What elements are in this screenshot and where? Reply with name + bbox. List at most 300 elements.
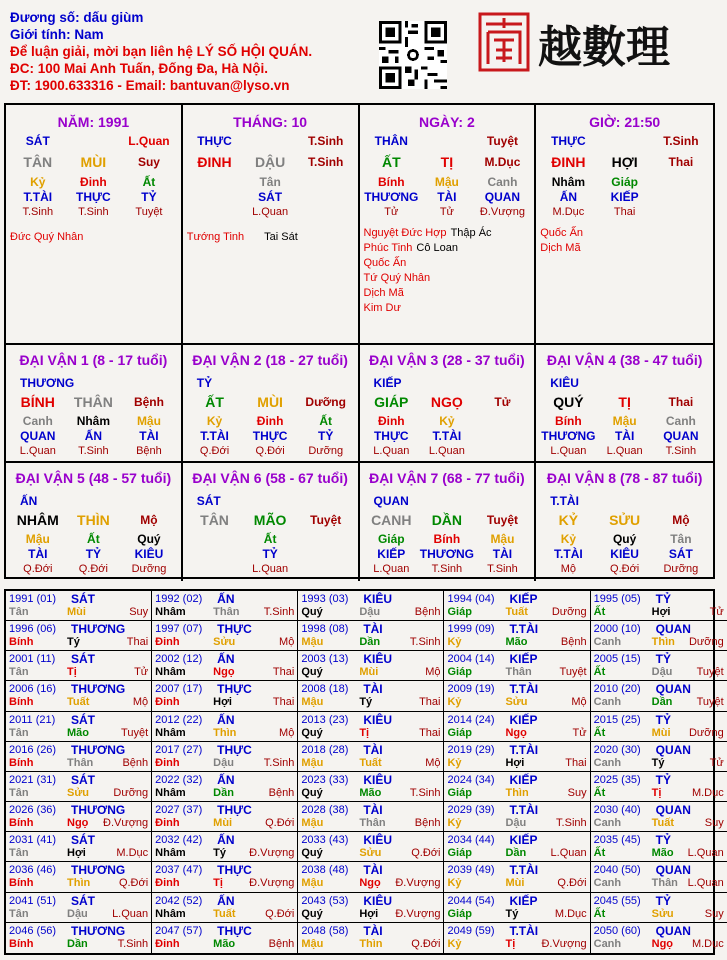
year-top [447,864,586,877]
decade-gods-cell: TÀI [614,429,635,443]
year-branch: Dần [651,696,673,709]
year-label: 2007 (17) [155,683,203,696]
year-branch: Tị [505,937,516,950]
year-cell [444,681,590,711]
year-god: TỶ [655,772,671,787]
year-stem: Kỷ [447,756,462,769]
year-label: 1998 (08) [301,623,349,636]
pillar-hidden-cell: Ất [142,175,156,189]
year-cell [298,832,444,862]
year-top [594,683,724,696]
year-stem: Mậu [301,696,324,709]
year-cell [298,712,444,742]
year-bottom [9,877,148,890]
year-bottom [594,636,724,649]
year-bottom [155,666,294,679]
year-bottom [301,847,440,860]
decade-sub-cell: L.Quan [373,445,410,457]
logo [478,10,713,78]
pillar-sub-cell: L.Quan [252,206,289,218]
year-bottom [594,908,724,921]
decade-stem [10,393,177,411]
year-branch: Mão [213,937,236,950]
decade-sub-cell: L.Quan [19,445,56,457]
year-top [447,714,586,727]
seal-icon [478,10,713,78]
year-branch: Tị [67,666,77,679]
year-bottom [155,817,294,830]
decade-stem [187,393,354,411]
decade-sub-cell: L.Quan [252,563,289,575]
year-god: KIÊU [363,592,392,606]
year-cell [152,681,298,711]
year-top [594,864,724,877]
year-branch: Dậu [359,606,381,618]
decade-sub-cell: Q.Đới [23,563,53,575]
decade-hidden-cell: Quý [137,532,161,546]
gender-line: Giới tính: Nam [10,27,104,42]
year-phase: T.Sinh [263,756,295,769]
year-branch: Thìn [505,786,529,799]
year-phase: Thai [272,666,295,679]
year-cell [591,621,727,651]
year-bottom [9,847,148,860]
year-stem: Đinh [155,696,180,709]
year-stem: Đinh [155,756,180,769]
year-phase: Bệnh [268,937,295,950]
year-god: KIÊU [363,833,392,848]
decade-gods-cell: TỶ [262,547,278,561]
decade-stem-cell: NGỌ [430,394,463,410]
decade-7 [360,463,537,581]
decade-stem-cell: TỊ [618,394,631,410]
pillar-sub-cell [187,205,243,220]
year-branch: Mão [67,726,89,739]
year-cell [591,923,727,953]
year-phase: Mộ [425,756,441,769]
year-cell [298,862,444,892]
year-stem: Đinh [155,937,180,950]
pillar-stem-cell: ĐINH [551,154,586,170]
pillar-sub-cell: Thai [613,206,636,218]
pillar-sub [10,205,177,220]
year-label: 2019 (29) [447,743,495,756]
decade-hidden-cell: Tân [670,532,692,546]
pillar-top-cell [66,134,122,149]
year-top [155,864,294,877]
year-god: KIÊU [363,772,392,787]
year-cell [591,591,727,621]
year-bottom [594,727,724,740]
decade-gods-cell: T.TÀI [554,547,583,561]
pillar-stem-cell: ĐINH [197,154,232,170]
year-label: 2004 (14) [447,653,495,666]
year-bottom [9,938,148,951]
decade-hidden-cell: Ất [319,414,333,428]
contact-line: Để luận giải, mời bạn liên hệ LÝ SỐ HỘI QUÁN. [10,44,313,59]
decade-stem-cell: NHÂM [16,512,59,528]
year-bottom [594,938,724,951]
year-cell [6,651,152,681]
year-branch: Ngọ [359,877,381,890]
year-top [9,895,148,908]
pillar-top-cell: THỰC [197,134,232,148]
year-branch: Tuất [67,696,90,709]
decade-stem-cell: BÍNH [20,394,55,410]
pillar-gods-cell: KIẾP [610,190,639,204]
year-stem: Nhâm [155,907,186,920]
year-god: SÁT [71,652,95,667]
pillar-gods-cell: SÁT [258,190,283,204]
year-god: ẤN [217,833,235,848]
year-top [155,744,294,757]
year-branch: Ngọ [505,726,527,739]
pillar-2 [183,105,360,345]
year-stem: Canh [593,636,622,649]
decade-gods-cell [298,547,354,562]
decade-sub-cell: L.Quan [428,445,465,457]
year-cell [591,832,727,862]
decade-gods [187,547,354,562]
decade-sub [540,562,709,577]
pillar-4 [536,105,713,345]
year-label: 2021 (31) [9,773,57,786]
year-god: THƯƠNG [71,923,126,938]
year-top [9,714,148,727]
decade-title: ĐẠI VẬN 1 (8 - 17 tuổi) [19,352,168,368]
year-phase: Suy [704,817,724,830]
year-phase: Mộ [279,726,295,739]
year-bottom [447,908,586,921]
note-line [364,241,531,256]
year-bottom [447,817,586,830]
year-top [9,744,148,757]
year-bottom [594,847,724,860]
decade-stem-cell: MÃO [253,512,287,528]
year-top [447,653,586,666]
year-bottom [301,817,440,830]
year-stem: Ất [593,726,606,739]
year-label: 2015 (25) [593,713,641,726]
year-label: 2028 (38) [301,804,349,817]
pillar-gods-cell: THƯƠNG [364,190,419,204]
pillar-sub-cell [298,205,354,220]
year-god: TỶ [655,592,671,606]
pillar-gods-cell [653,190,709,205]
year-label: 2036 (46) [9,864,57,877]
year-phase: Tuyệt [559,666,587,679]
year-phase: Đ.Vượng [395,877,441,890]
note: Thập Ác [450,227,492,239]
decade-stem-cell: KỶ [558,512,579,528]
year-label: 1996 (06) [9,623,57,636]
year-god: THƯƠNG [71,682,126,697]
pillar-stem-cell: MÙI [80,154,107,170]
year-label: 2035 (45) [593,834,641,847]
year-god: ẤN [217,772,235,787]
year-cell [591,681,727,711]
year-god: THỰC [217,622,252,637]
year-top [447,744,586,757]
pillar-top-cell: T.Sinh [308,134,344,148]
year-bottom [9,787,148,800]
year-label: 2037 (47) [155,864,203,877]
pillar-hidden-cell [298,175,354,190]
year-top [447,804,586,817]
year-cell [152,893,298,923]
year-label: 2043 (53) [301,894,349,907]
year-top [9,683,148,696]
year-top [301,623,440,636]
decade-sub-cell: Dưỡng [131,563,167,575]
year-branch: Sửu [505,696,528,709]
year-stem: Quý [301,726,323,739]
pillar-sub-cell [653,205,709,220]
year-phase: Q.Đới [265,907,295,920]
year-cell [591,742,727,772]
decade-hidden-cell [298,532,354,547]
decade-gods-cell: T.TÀI [200,429,229,443]
year-cell [298,772,444,802]
year-branch: Tị [651,786,662,799]
year-top [301,653,440,666]
year-cell [444,591,590,621]
year-top [594,653,724,666]
year-top [155,774,294,787]
year-label: 2000 (10) [593,623,641,636]
year-phase: T.Sinh [409,636,441,649]
year-label: 2001 (11) [9,653,56,666]
year-stem: Tân [9,907,29,920]
pillar-sub-cell: T.Sinh [22,206,54,218]
year-god: KIẾP [509,772,538,787]
note-line [364,256,531,271]
pillar-hidden-cell: Mậu [434,175,459,189]
decade-gods-cell: THƯƠNG [541,429,596,443]
year-top [9,593,148,606]
year-bottom [155,696,294,709]
decade-gods-cell: ẤN [84,429,103,443]
year-bottom [155,847,294,860]
year-stem: Nhâm [155,726,186,739]
decade-title: ĐẠI VẬN 3 (28 - 37 tuổi) [369,352,525,368]
pillar-sub-cell: Đ.Vượng [479,206,526,218]
year-phase: Suy [704,907,724,920]
year-phase: Bệnh [414,817,441,830]
year-branch: Mùi [651,726,671,739]
year-phase: Tuyệt [696,666,724,679]
year-label: 1993 (03) [301,593,349,605]
decade-sub [10,562,177,577]
pillar-stem [540,153,709,171]
year-bottom [155,877,294,890]
year-god: KIÊU [363,893,392,908]
decade-hidden [540,532,709,547]
year-label: 1999 (09) [447,623,495,636]
year-god: ẤN [217,652,235,667]
year-label: 2038 (48) [301,864,349,877]
year-label: 1992 (02) [155,593,203,605]
year-phase: Thai [419,696,441,709]
year-bottom [594,696,724,709]
note: Nguyệt Đức Hợp [363,227,447,239]
decade-stem-cell: Dưỡng [305,395,346,409]
year-top [594,804,724,817]
year-god: KIẾP [509,712,538,727]
pillar-stem-cell: TỊ [440,154,454,170]
pillar-gods-cell [187,190,243,205]
year-stem: Nhâm [155,786,186,799]
pillar-top-cell: T.Sinh [663,134,699,148]
year-cell [6,591,152,621]
year-label: 2002 (12) [155,653,203,666]
year-label: 2039 (49) [447,864,495,877]
decade-sub-cell: L.Quan [606,445,643,457]
year-phase: Mộ [571,696,587,709]
year-top [155,804,294,817]
header-info [10,9,312,94]
year-bottom [447,606,586,619]
year-label: 1994 (04) [447,593,495,605]
pillar-hidden-cell [653,175,709,190]
annual-luck-grid [4,589,724,955]
year-stem: Mậu [301,937,324,950]
year-top [594,593,724,606]
year-cell [6,712,152,742]
year-phase: Suy [567,786,587,799]
year-god: TÀI [363,923,383,938]
pillar-stem-cell: T.Sinh [308,155,344,169]
year-bottom [301,908,440,921]
year-god: SÁT [71,592,95,606]
year-phase: Dưỡng [551,606,587,618]
year-top [594,714,724,727]
year-bottom [9,817,148,830]
year-phase: L.Quan [687,877,724,890]
decade-stem-cell: DẦN [431,512,463,528]
year-bottom [301,696,440,709]
year-god: TÀI [363,742,383,757]
qr-code-icon [379,21,447,89]
decade-hidden-cell: Mậu [136,414,161,428]
year-top [9,804,148,817]
year-stem: Bính [9,877,34,890]
decade-stem-cell: THÂN [73,394,113,410]
decade-hidden-cell: Mậu [612,414,637,428]
decade-stem-cell: Bệnh [133,395,164,409]
year-branch: Sửu [359,847,382,860]
year-branch: Mùi [67,606,86,618]
year-label: 2020 (30) [593,743,641,756]
decade-hidden-cell: Ất [87,532,100,546]
year-phase: Tuyệt [696,696,724,709]
year-top [594,774,724,787]
year-stem: Nhâm [155,606,186,618]
year-top [594,623,724,636]
year-stem: Tân [9,847,29,860]
year-stem: Ất [593,606,606,618]
year-branch: Dậu [67,907,88,920]
pillar-title: THÁNG: 10 [233,114,308,130]
year-god: TỶ [655,833,671,848]
year-label: 2012 (22) [155,713,203,726]
year-cell [444,893,590,923]
year-cell [6,862,152,892]
year-label: 2047 (57) [155,924,203,937]
year-phase: Thai [126,636,149,649]
decade-hidden [364,414,531,429]
year-god: TỶ [655,652,671,667]
decade-stem-cell: Tuyệt [310,513,342,527]
year-phase: Tử [572,726,587,739]
year-branch: Ngọ [67,817,89,830]
year-stem: Canh [593,877,622,890]
year-phase: Đ.Vượng [541,937,587,950]
year-label: 2048 (58) [301,924,349,937]
year-top [155,714,294,727]
decade-hidden [10,414,177,429]
year-label: 2005 (15) [593,653,641,666]
phone-email-line: ĐT: 1900.633316 - Email: bantuvan@lyso.vn [10,78,290,93]
decade-gods-cell: KIÊU [610,547,639,561]
note-line [364,271,531,286]
year-top [9,864,148,877]
year-bottom [9,666,148,679]
decade-hidden-cell: Kỷ [439,414,455,428]
year-branch: Dậu [505,817,527,830]
pillar-title: NĂM: 1991 [57,114,130,130]
year-stem: Quý [301,907,323,920]
decade-god: THƯƠNG [20,376,75,390]
pillar-stem-cell: Thai [668,155,694,169]
year-bottom [447,666,586,679]
pillar-top [364,134,531,149]
pillar-hidden [364,175,531,190]
year-phase: Q.Đới [411,937,441,950]
year-god: KIÊU [363,652,392,667]
year-cell [444,651,590,681]
year-stem: Quý [301,666,323,679]
decade-sub-cell: L.Quan [550,445,587,457]
decade-stem-cell: Mộ [672,513,690,527]
pillar-sub [187,205,354,220]
decade-stem-cell: SỬU [609,512,641,528]
year-branch: Thân [359,817,386,830]
pillar-top [540,134,709,149]
year-phase: Đ.Vượng [249,877,295,890]
decade-stem-cell: MÙI [257,394,283,410]
year-label: 2050 (60) [593,924,641,937]
pillar-hidden-cell: Đinh [80,175,107,189]
decade-sub-cell: T.Sinh [487,563,518,575]
year-stem: Tân [9,606,29,618]
pillar-gods [10,190,177,205]
year-stem: Quý [301,847,323,860]
year-god: KIẾP [509,833,538,848]
year-god: THỰC [217,803,252,818]
year-cell [152,772,298,802]
pillar-hidden-cell: Bính [377,175,405,189]
year-cell [298,651,444,681]
year-label: 2026 (36) [9,804,57,817]
decade-gods-cell: TỶ [85,547,102,561]
decade-hidden [187,414,354,429]
year-stem: Giáp [447,606,472,618]
year-top [301,925,440,938]
year-stem: Ất [593,786,606,799]
decade-god: TỶ [196,376,213,390]
pillar-sub-cell: Tử [439,206,454,218]
